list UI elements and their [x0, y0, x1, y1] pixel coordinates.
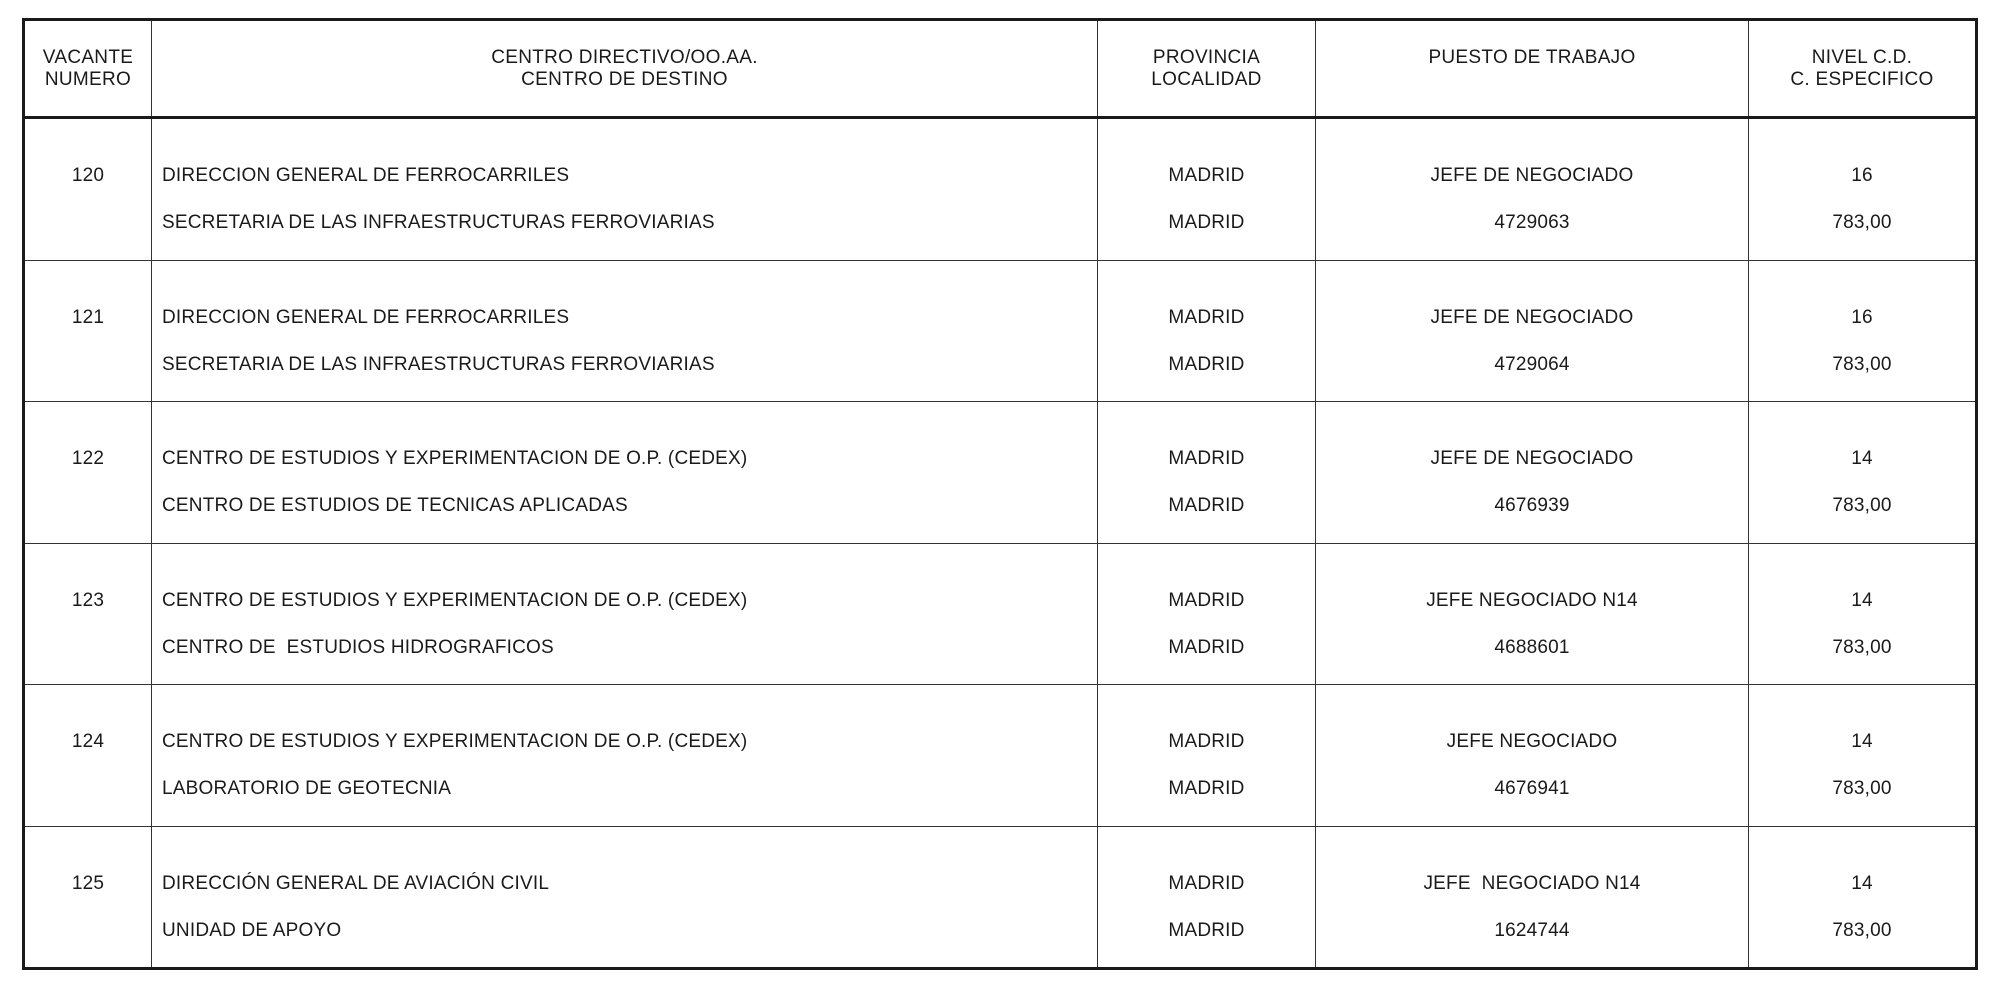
table-row — [25, 544, 1975, 686]
puesto-trabajo: JEFE NEGOCIADO N14 — [1426, 589, 1638, 611]
header-label: CENTRO DE DESTINO — [521, 69, 728, 90]
centro-cell — [152, 544, 1098, 685]
table-row — [25, 685, 1975, 827]
nivel-cd: 16 — [1851, 306, 1873, 328]
centro-destino: CENTRO DE ESTUDIOS DE TECNICAS APLICADAS — [162, 495, 628, 516]
nivel-cd: 14 — [1851, 448, 1873, 469]
nivel-cd: 14 — [1851, 589, 1873, 611]
table-row — [25, 827, 1975, 968]
header-label: NUMERO — [44, 69, 132, 90]
provincia: MADRID — [1168, 589, 1245, 611]
nivel-cd: 14 — [1851, 872, 1873, 894]
header-centro-directivo — [152, 21, 1098, 116]
centro-destino: LABORATORIO DE GEOTECNIA — [162, 778, 452, 799]
nivel-cell — [1749, 827, 1975, 968]
centro-cell — [152, 402, 1098, 543]
puesto-cell — [1316, 402, 1749, 543]
nivel-cell — [1749, 261, 1975, 402]
puesto-trabajo: JEFE NEGOCIADO N14 — [1423, 872, 1641, 894]
complemento-especifico: 783,00 — [1832, 353, 1892, 375]
complemento-especifico: 783,00 — [1832, 636, 1892, 658]
localidad: MADRID — [1168, 919, 1245, 941]
provincia-cell — [1098, 261, 1316, 402]
header-label: LOCALIDAD — [1151, 69, 1262, 90]
centro-directivo: DIRECCIÓN GENERAL DE AVIACIÓN CIVIL — [162, 872, 550, 894]
localidad: MADRID — [1168, 636, 1245, 658]
vacancies-table — [22, 18, 1978, 970]
puesto-cell — [1316, 685, 1749, 826]
nivel-cd: 16 — [1851, 165, 1873, 186]
nivel-cd: 14 — [1851, 731, 1873, 752]
vacante-number: 122 — [71, 448, 105, 469]
centro-directivo: CENTRO DE ESTUDIOS Y EXPERIMENTACION DE O.P. (CEDEX) — [162, 589, 748, 611]
puesto-codigo: 4676939 — [1494, 495, 1570, 516]
centro-cell — [152, 261, 1098, 402]
provincia: MADRID — [1168, 165, 1245, 186]
header-label: CENTRO DIRECTIVO/OO.AA. — [491, 47, 758, 68]
puesto-trabajo: JEFE NEGOCIADO — [1446, 731, 1618, 752]
provincia-cell — [1098, 827, 1316, 968]
centro-destino: SECRETARIA DE LAS INFRAESTRUCTURAS FERROVIARIAS — [162, 353, 715, 375]
table-row — [25, 261, 1975, 403]
provincia-cell — [1098, 402, 1316, 543]
localidad: MADRID — [1168, 353, 1245, 375]
vacante-cell — [25, 827, 152, 968]
provincia-cell — [1098, 119, 1316, 260]
puesto-codigo: 4729064 — [1494, 353, 1570, 375]
table-row — [25, 402, 1975, 544]
puesto-cell — [1316, 261, 1749, 402]
header-nivel-especifico — [1749, 21, 1975, 116]
provincia-cell — [1098, 685, 1316, 826]
vacante-number: 125 — [71, 872, 105, 894]
vacante-number: 124 — [71, 731, 105, 752]
centro-directivo: DIRECCION GENERAL DE FERROCARRILES — [162, 306, 570, 328]
nivel-cell — [1749, 119, 1975, 260]
puesto-trabajo: JEFE DE NEGOCIADO — [1430, 165, 1634, 186]
puesto-trabajo: JEFE DE NEGOCIADO — [1430, 448, 1634, 469]
puesto-cell — [1316, 544, 1749, 685]
puesto-cell — [1316, 119, 1749, 260]
header-label: NIVEL C.D. — [1811, 47, 1913, 68]
provincia: MADRID — [1168, 731, 1245, 752]
centro-cell — [152, 119, 1098, 260]
puesto-codigo: 4688601 — [1494, 636, 1570, 658]
vacante-cell — [25, 402, 152, 543]
nivel-cell — [1749, 402, 1975, 543]
puesto-codigo: 4729063 — [1494, 212, 1570, 233]
puesto-codigo: 1624744 — [1494, 919, 1570, 941]
vacante-number: 120 — [71, 165, 105, 186]
localidad: MADRID — [1168, 495, 1245, 516]
header-puesto-trabajo — [1316, 21, 1749, 116]
header-label: PROVINCIA — [1152, 47, 1261, 68]
vacante-number: 123 — [71, 589, 105, 611]
nivel-cell — [1749, 544, 1975, 685]
provincia: MADRID — [1168, 306, 1245, 328]
header-label: VACANTE — [42, 47, 134, 68]
localidad: MADRID — [1168, 778, 1245, 799]
centro-cell — [152, 685, 1098, 826]
complemento-especifico: 783,00 — [1832, 778, 1892, 799]
provincia: MADRID — [1168, 872, 1245, 894]
provincia: MADRID — [1168, 448, 1245, 469]
vacante-cell — [25, 544, 152, 685]
vacante-number: 121 — [71, 306, 105, 328]
centro-directivo: CENTRO DE ESTUDIOS Y EXPERIMENTACION DE O.P. (CEDEX) — [162, 731, 748, 752]
vacante-cell — [25, 685, 152, 826]
centro-directivo: DIRECCION GENERAL DE FERROCARRILES — [162, 165, 570, 186]
puesto-cell — [1316, 827, 1749, 968]
centro-cell — [152, 827, 1098, 968]
puesto-trabajo: JEFE DE NEGOCIADO — [1430, 306, 1634, 328]
centro-destino: SECRETARIA DE LAS INFRAESTRUCTURAS FERROVIARIAS — [162, 212, 715, 233]
localidad: MADRID — [1168, 212, 1245, 233]
vacante-cell — [25, 261, 152, 402]
centro-destino: UNIDAD DE APOYO — [162, 919, 342, 941]
header-label: C. ESPECIFICO — [1790, 69, 1934, 90]
table-header-row — [25, 21, 1975, 119]
complemento-especifico: 783,00 — [1832, 919, 1892, 941]
centro-destino: CENTRO DE ESTUDIOS HIDROGRAFICOS — [162, 636, 554, 658]
provincia-cell — [1098, 544, 1316, 685]
table-row — [25, 119, 1975, 261]
nivel-cell — [1749, 685, 1975, 826]
complemento-especifico: 783,00 — [1832, 495, 1892, 516]
complemento-especifico: 783,00 — [1832, 212, 1892, 233]
header-vacante-numero — [25, 21, 152, 116]
table-body — [25, 119, 1975, 967]
puesto-codigo: 4676941 — [1494, 778, 1570, 799]
header-provincia-localidad — [1098, 21, 1316, 116]
header-label: PUESTO DE TRABAJO — [1428, 47, 1636, 68]
vacante-cell — [25, 119, 152, 260]
centro-directivo: CENTRO DE ESTUDIOS Y EXPERIMENTACION DE O.P. (CEDEX) — [162, 448, 748, 469]
